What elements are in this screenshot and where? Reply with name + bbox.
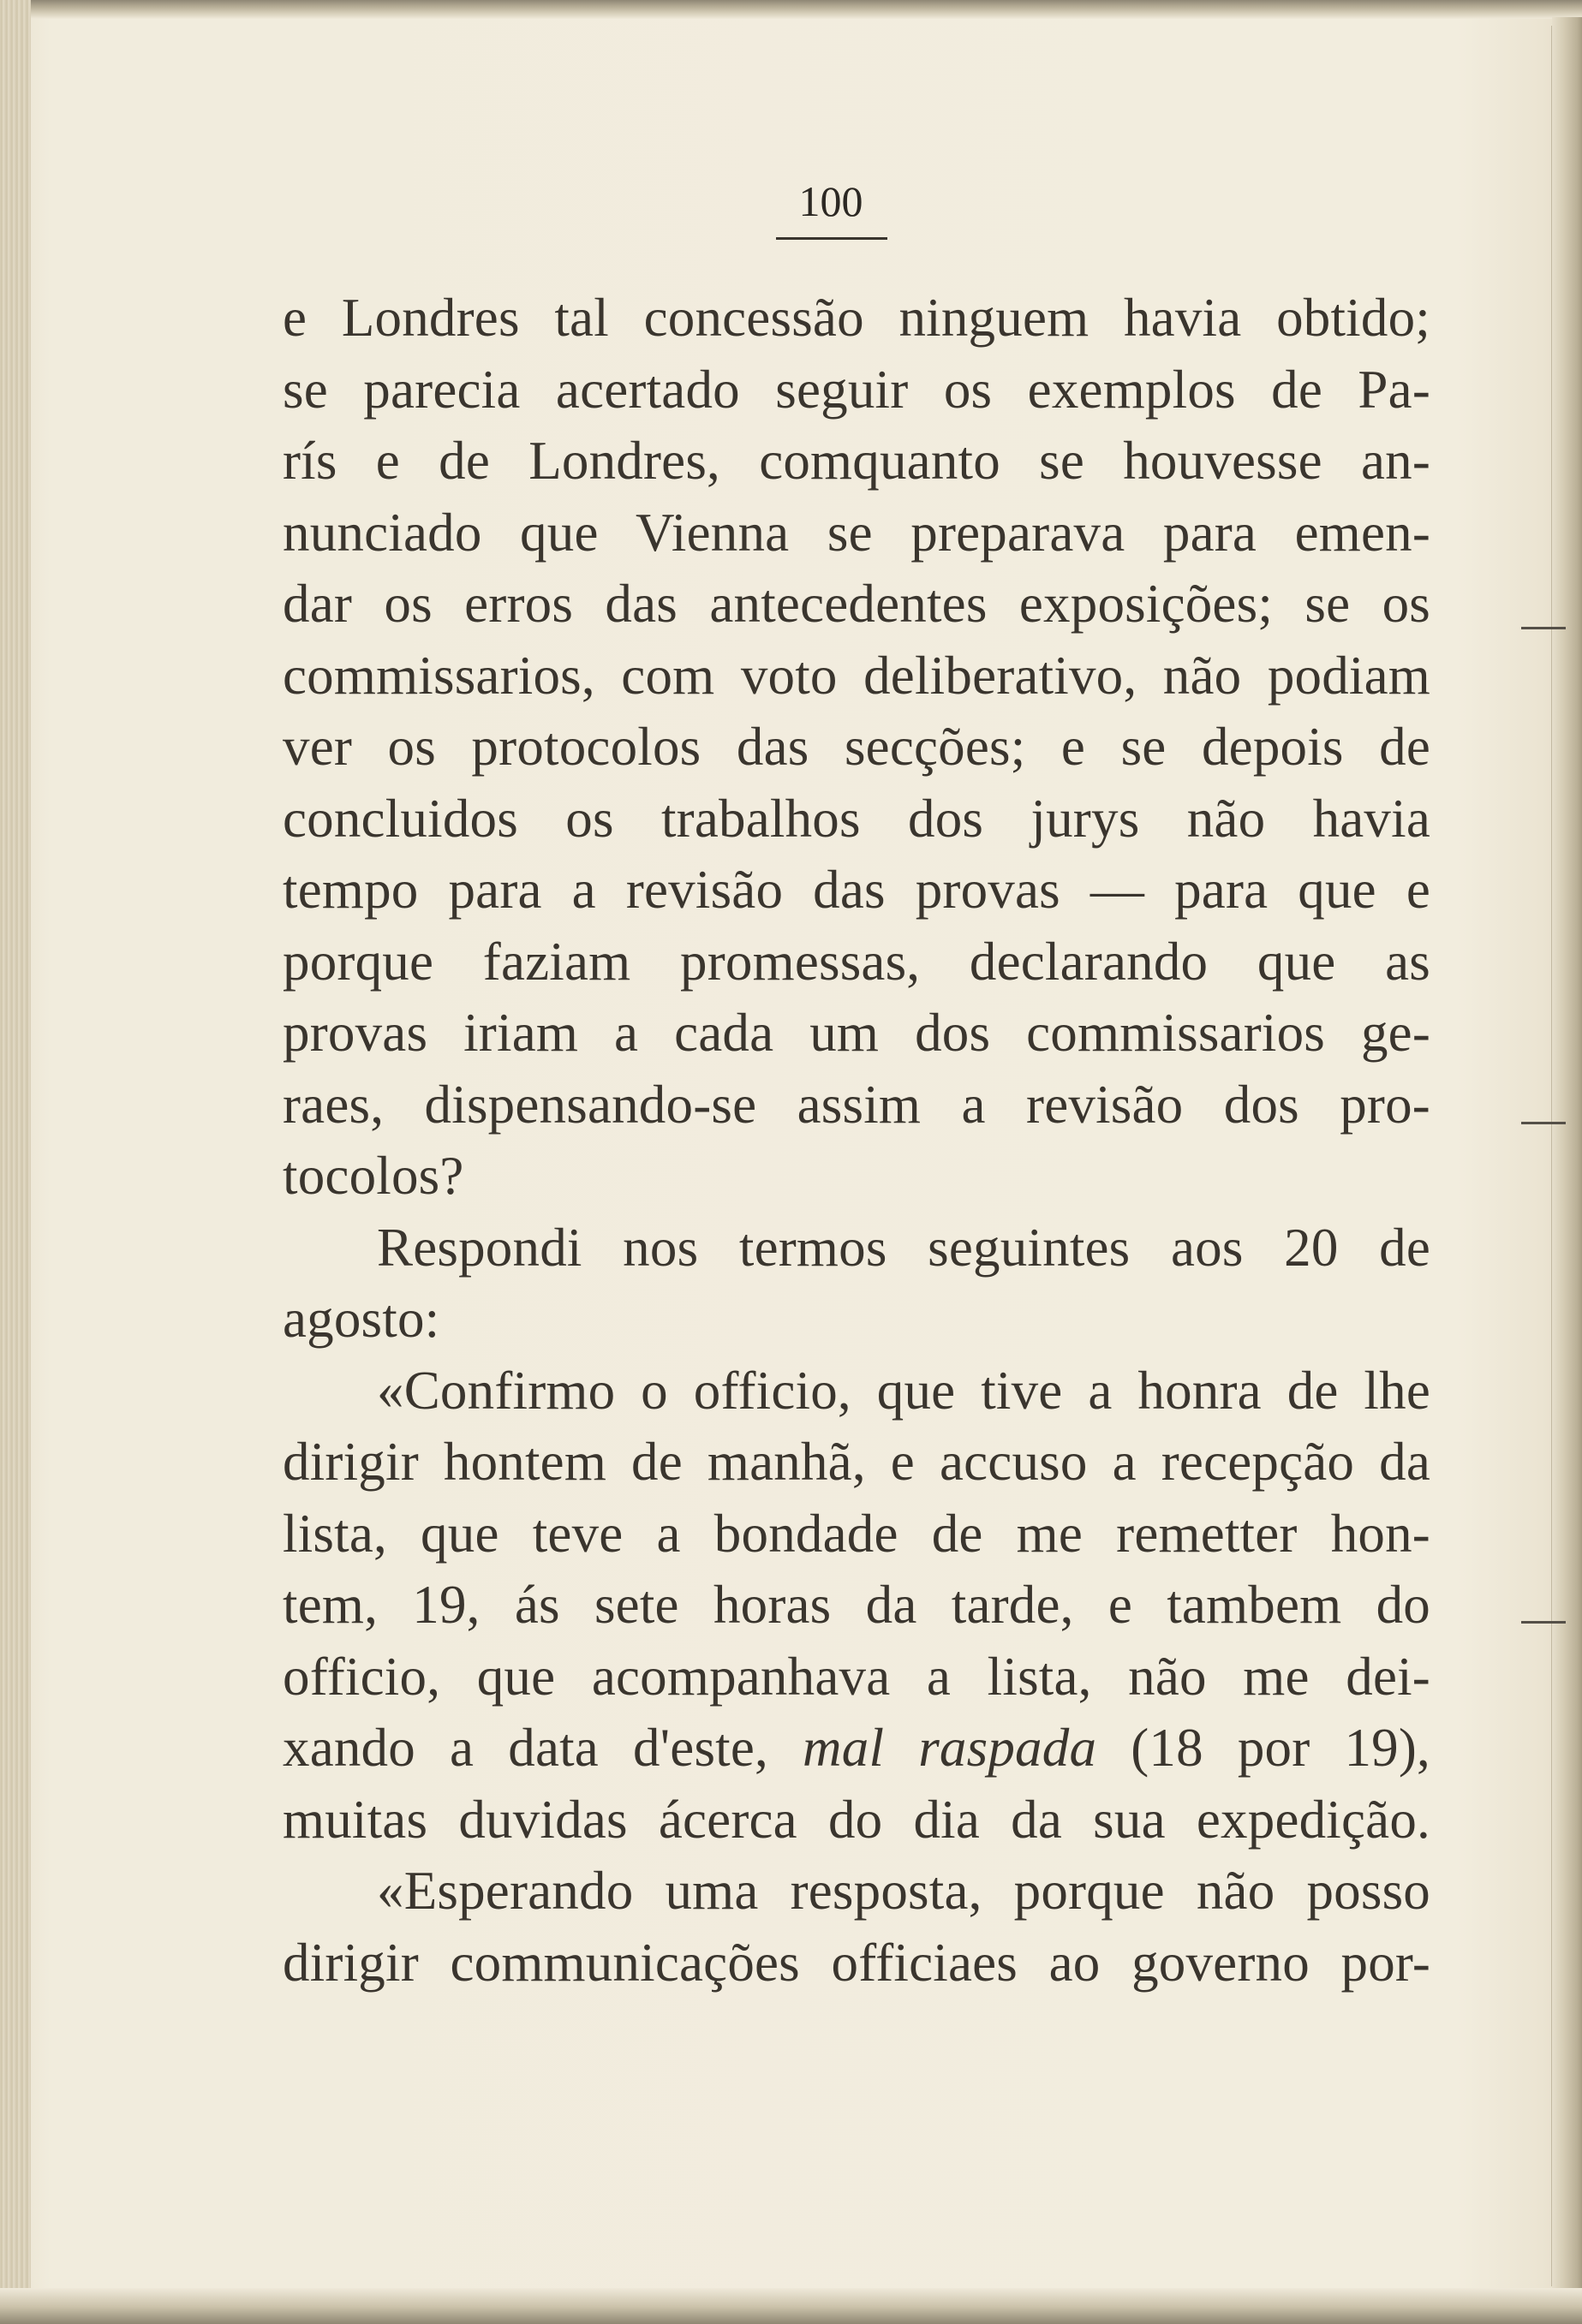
page-bottom-edge <box>0 2288 1582 2324</box>
paragraph-first-line: «Esperando uma resposta, porque não posso <box>377 1861 1430 1921</box>
page-number: 100 <box>798 177 863 225</box>
body-text <box>283 283 1430 1999</box>
text-line: tempo para a revisão das provas — para que e <box>283 860 1430 920</box>
text-fragment: (18 por 19), <box>1131 1718 1431 1778</box>
text-line: raes, dispensando-se assim a revisão dos pro- <box>283 1074 1430 1135</box>
text-line-with-italic <box>283 1713 1430 1785</box>
margin-tick-mark <box>1521 1122 1566 1124</box>
text-line: provas iriam a cada um dos commissarios ge- <box>283 1003 1430 1063</box>
text-line: rís e de Londres, comquanto se houvesse an- <box>283 431 1430 491</box>
margin-tick-mark <box>1521 1621 1566 1624</box>
text-line: dirigir hontem de manhã, e accuso a recepção da <box>283 1432 1430 1492</box>
text-line: ver os protocolos das secções; e se depois de <box>283 717 1430 777</box>
text-line: muitas duvidas ácerca do dia da sua expedição. <box>283 1789 1430 1850</box>
text-line: porque faziam promessas, declarando que as <box>283 931 1430 992</box>
text-line: nunciado que Vienna se preparava para emen- <box>283 502 1430 563</box>
text-line: se parecia acertado seguir os exemplos de Pa- <box>283 359 1430 420</box>
page-top-edge <box>0 0 1582 19</box>
paragraph-first-line: «Confirmo o officio, que tive a honra de lhe <box>377 1360 1430 1421</box>
text-line: tocolos? <box>283 1146 464 1206</box>
page-right-edge <box>1552 17 1582 2295</box>
text-line: dar os erros das antecedentes exposições; se os <box>283 574 1430 634</box>
binding-edge <box>0 0 31 2324</box>
paragraph-first-line: Respondi nos termos seguintes aos 20 de <box>377 1217 1430 1278</box>
text-line: agosto: <box>283 1289 440 1349</box>
text-line: dirigir communicações officiaes ao governo por- <box>283 1932 1430 1993</box>
text-line: concluidos os trabalhos dos jurys não havia <box>283 788 1430 849</box>
text-line: tem, 19, ás sete horas da tarde, e tambem do <box>283 1575 1430 1635</box>
italic-phrase: mal raspada <box>803 1718 1097 1778</box>
text-line: e Londres tal concessão ninguem havia obtido; <box>283 288 1430 348</box>
text-fragment: xando a data d'este, <box>283 1718 768 1778</box>
page-number-rule <box>776 237 887 240</box>
margin-tick-mark <box>1521 627 1566 629</box>
text-line: lista, que teve a bondade de me remetter hon- <box>283 1503 1430 1564</box>
text-line: officio, que acompanhava a lista, não me dei- <box>283 1646 1430 1707</box>
text-line: commissarios, com voto deliberativo, não podiam <box>283 645 1430 706</box>
